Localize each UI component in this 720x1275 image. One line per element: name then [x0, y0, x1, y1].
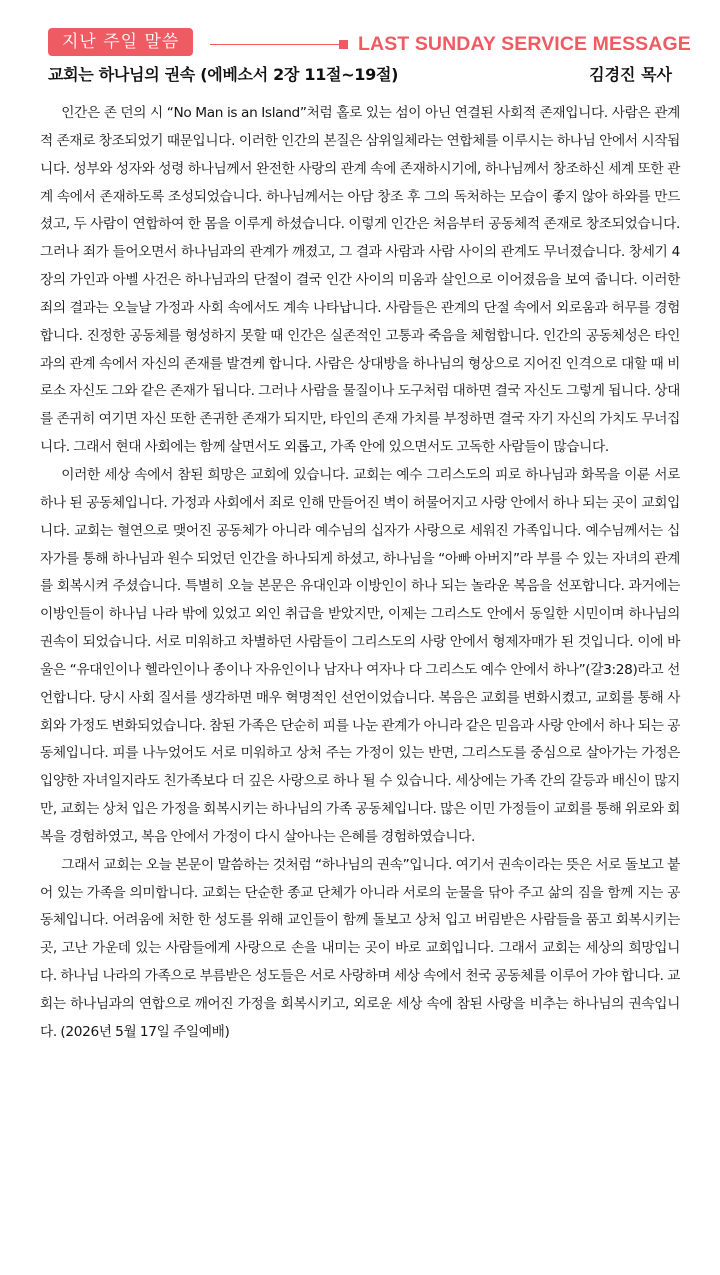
sermon-title: 교회는 하나님의 권속 (에베소서 2장 11절~19절) [48, 65, 399, 84]
header-divider-square-icon [339, 40, 348, 49]
sermon-paragraph: 인간은 존 던의 시 “No Man is an Island”처럼 홀로 있는 섬이 아닌 연결된 사회적 존재입니다. 사람은 관계적 존재로 창조되었기 때문입니다. 이러한 인간의 본질은 삼위일체라는 연합체를 이루시는 하나님 안에서 시작됩니다. 성부와 성자와 성령 하나님께서 완전한 사랑의 관계 속에 존재하시기에, 하나님께서 창조하신 세계 또한 관계 속에서 존재하도록 조성되었습니다. 하나님께서는 아담 창조 후 그의 독처하는 모습이 좋지 않아 하와를 만드셨고, 두 사람이 연합하여 한 몸을 이루게 하셨습니다. 이렇게 인간은 처음부터 공동체적 존재로 창조되었습니다. 그러나 죄가 들어오면서 하나님과의 관계가 깨졌고, 그 결과 사람과 사람 사이의 관계도 무너졌습니다. 창세기 4장의 가인과 아벨 사건은 하나님과의 단절이 결국 인간 사이의 미움과 살인으로 이어졌음을 보여 줍니다. 이러한 죄의 결과는 오늘날 가정과 사회 속에서도 계속 나타납니다. 사람들은 관계의 단절 속에서 외로움과 허무를 경험합니다. 진정한 공동체를 형성하지 못할 때 인간은 실존적인 고통과 죽음을 체험합니다. 인간의 공동체성은 타인과의 관계 속에서 자신의 존재를 발견케 합니다. 사람은 상대방을 하나님의 형상으로 지어진 인격으로 대할 때 비로소 자신도 그와 같은 존재가 됩니다. 그러나 사람을 물질이나 도구처럼 대하면 결국 자신도 그렇게 됩니다. 상대를 존귀히 여기면 자신 또한 존귀한 존재가 되지만, 타인의 존재 가치를 부정하면 결국 자기 자신의 가치도 무너집니다. 그래서 현대 사회에는 함께 살면서도 외롭고, 가족 안에 있으면서도 고독한 사람들이 많습니다. [40, 105, 680, 456]
sermon-paragraph: 이러한 세상 속에서 참된 희망은 교회에 있습니다. 교회는 예수 그리스도의 피로 하나님과 화목을 이룬 서로 하나 된 공동체입니다. 가정과 사회에서 죄로 인해 만들어진 벽이 허물어지고 사랑 안에서 하나 되는 곳이 교회입니다. 교회는 혈연으로 맺어진 공동체가 아니라 예수님의 십자가 사랑으로 세워진 가족입니다. 예수님께서는 십자가를 통해 하나님과 원수 되었던 인간을 하나되게 하셨고, 하나님을 “아빠 아버지”라 부를 수 있는 자녀의 관계를 회복시켜 주셨습니다. 특별히 오늘 본문은 유대인과 이방인이 하나 되는 놀라운 복음을 선포합니다. 과거에는 이방인들이 하나님 나라 밖에 있었고 외인 취급을 받았지만, 이제는 그리스도 안에서 동일한 시민이며 하나님의 권속이 되었습니다. 서로 미워하고 차별하던 사람들이 그리스도의 사랑 안에서 형제자매가 된 것입니다. 이에 바울은 “유대인이나 헬라인이나 종이나 자유인이나 남자나 여자나 다 그리스도 예수 안에서 하나”(갈3:28)라고 선언합니다. 당시 사회 질서를 생각하면 매우 혁명적인 선언이었습니다. 복음은 교회를 변화시켰고, 교회를 통해 사회와 가정도 변화되었습니다. 참된 가족은 단순히 피를 나눈 관계가 아니라 같은 믿음과 사랑 안에서 하나 되는 공동체입니다. 피를 나누었어도 서로 미워하고 상처 주는 가정이 있는 반면, 그리스도를 중심으로 살아가는 가정은 입양한 자녀일지라도 친가족보다 더 깊은 사랑으로 하나 될 수 있습니다. 세상에는 가족 간의 갈등과 배신이 많지만, 교회는 상처 입은 가정을 회복시키는 하나님의 가족 공동체입니다. 많은 이민 가정들이 교회를 통해 위로와 회복을 경험하였고, 복음 안에서 가정이 다시 살아나는 은혜를 경험하였습니다. [40, 466, 680, 845]
header-english-title: LAST SUNDAY SERVICE MESSAGE [358, 33, 691, 55]
sermon-paragraph: 그래서 교회는 오늘 본문이 말씀하는 것처럼 “하나님의 권속”입니다. 여기서 권속이라는 뜻은 서로 돌보고 붙어 있는 가족을 의미합니다. 교회는 단순한 종교 단체가 아니라 서로의 눈물을 닦아 주고 삶의 짐을 함께 지는 공동체입니다. 어려움에 처한 한 성도를 위해 교인들이 함께 돌보고 상처 입고 버림받은 사람들을 품고 회복시키는 곳, 고난 가운데 있는 사람들에게 사랑으로 손을 내미는 곳이 바로 교회입니다. 그래서 교회는 세상의 희망입니다. 하나님 나라의 가족으로 부름받은 성도들은 서로 사랑하며 세상 속에서 천국 공동체를 이루어 가야 합니다. 교회는 하나님과의 연합으로 깨어진 가정을 회복시키고, 외로운 세상 속에 참된 사랑을 비추는 하나님의 권속입니다. (2026년 5월 17일 주일예배) [40, 856, 680, 1040]
last-sunday-message-badge: 지난 주일 말씀 [48, 28, 193, 56]
page-header [0, 0, 720, 95]
preacher-name: 김경진 목사 [589, 65, 672, 84]
header-divider-line [210, 44, 340, 45]
sermon-body [40, 100, 680, 1047]
